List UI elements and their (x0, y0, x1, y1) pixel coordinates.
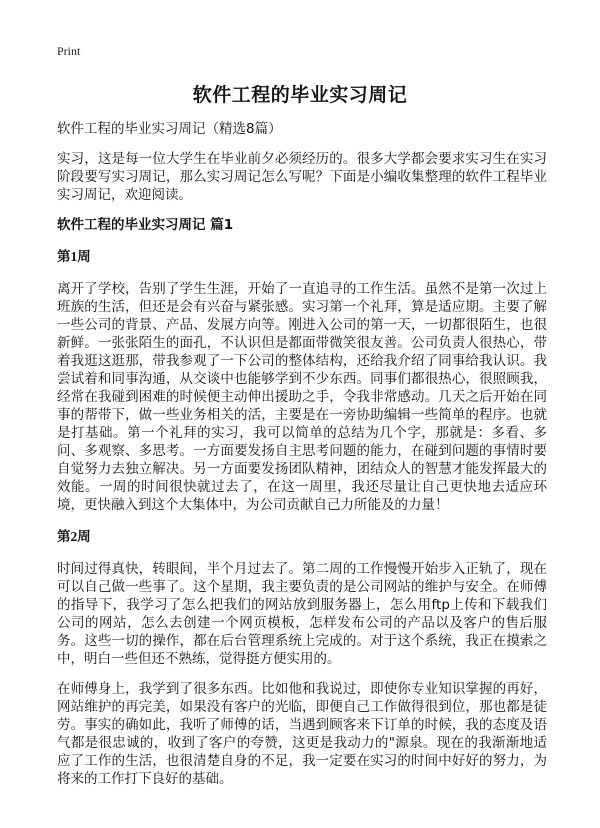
section-heading: 软件工程的毕业实习周记 篇1 (57, 217, 234, 233)
week-2-paragraph-1: 时间过得真快，转眼间，半个月过去了。第二周的工作慢慢开始步入正轨了，现在可以自己做一些事了。这个星期，我主要负责的是公司网站的维护与安全。在师傅的指导下，我学习了怎么把我们的网站放到服务器上，怎么用ftp上传和下载我们公司的网站，怎么去创建一个网页模板，怎样发布公司的产品以及客户的售后服务。这些一切的操作，都在后台管理系统上完成的。对于这个系统，我正在摸索之中，明白一些但还不熟练，觉得挺方便实用的。 (57, 561, 547, 667)
week-2-paragraph-2: 在师傅身上，我学到了很多东西。比如他和我说过，即使你专业知识掌握的再好，网站维护的再完美，如果没有客户的光临，即便自己工作做得很到位，那也都是徒劳。事实的确如此，我听了师傅的话，当遇到顾客来下订单的时候，我的态度及语气都是很忠诚的，收到了客户的夸赞，这更是我动力的"源泉。现在的我渐渐地适应了工作的生活，也很清楚自身的不足，我一定要在实习的时间中好好的努力，为将来的工作打下良好的基础。 (57, 681, 547, 787)
page-title: 软件工程的毕业实习周记 (192, 84, 408, 106)
week-2-heading: 第2周 (57, 529, 91, 544)
week-1-heading: 第1周 (57, 249, 91, 264)
article-body (57, 120, 547, 800)
article-subtitle: 软件工程的毕业实习周记（精选8篇） (57, 121, 282, 137)
week-1-paragraph: 离开了学校，告别了学生生涯，开始了一直追寻的工作生活。虽然不是第一次过上班族的生活，但还是会有兴奋与紧张感。实习第一个礼拜，算是适应期。主要了解一些公司的背景、产品、发展方向等。刚进入公司的第一天，一切都很陌生，也很新鲜。一张张陌生的面孔，不认识但是都面带微笑很友善。公司负责人很热心，带着我逛这逛那，带我参观了一下公司的整体结构，还给我介绍了同事给我认识。我尝试着和同事沟通，从交谈中也能够学到不少东西。同事们都很热心，很照顾我，经常在我碰到困难的时候便主动伸出援助之手，令我非常感动。几天之后开始在同事的帮带下，做一些业务相关的活，主要是在一旁协助编辑一些简单的程序。也就是打基础。第一个礼拜的实习，我可以简单的总结为几个字，那就是：多看、多问、多观察、多思考。一方面要发扬自主思考问题的能力，在碰到问题的事情时要自觉努力去独立解决。另一方面要发扬团队精神，团结众人的智慧才能发挥最大的效能。一周的时间很快就过去了，在这一周里，我还尽量让自己更快地去适应环境，更快融入到这个大集体中，为公司贡献自己力所能及的力量！ (57, 281, 547, 513)
print-link[interactable]: Print (57, 44, 81, 58)
intro-paragraph: 实习，这是每一位大学生在毕业前夕必须经历的。很多大学都会要求实习生在实习阶段要写实习周记，那么实习周记怎么写呢？下面是小编收集整理的软件工程毕业实习周记，欢迎阅读。 (57, 151, 547, 203)
